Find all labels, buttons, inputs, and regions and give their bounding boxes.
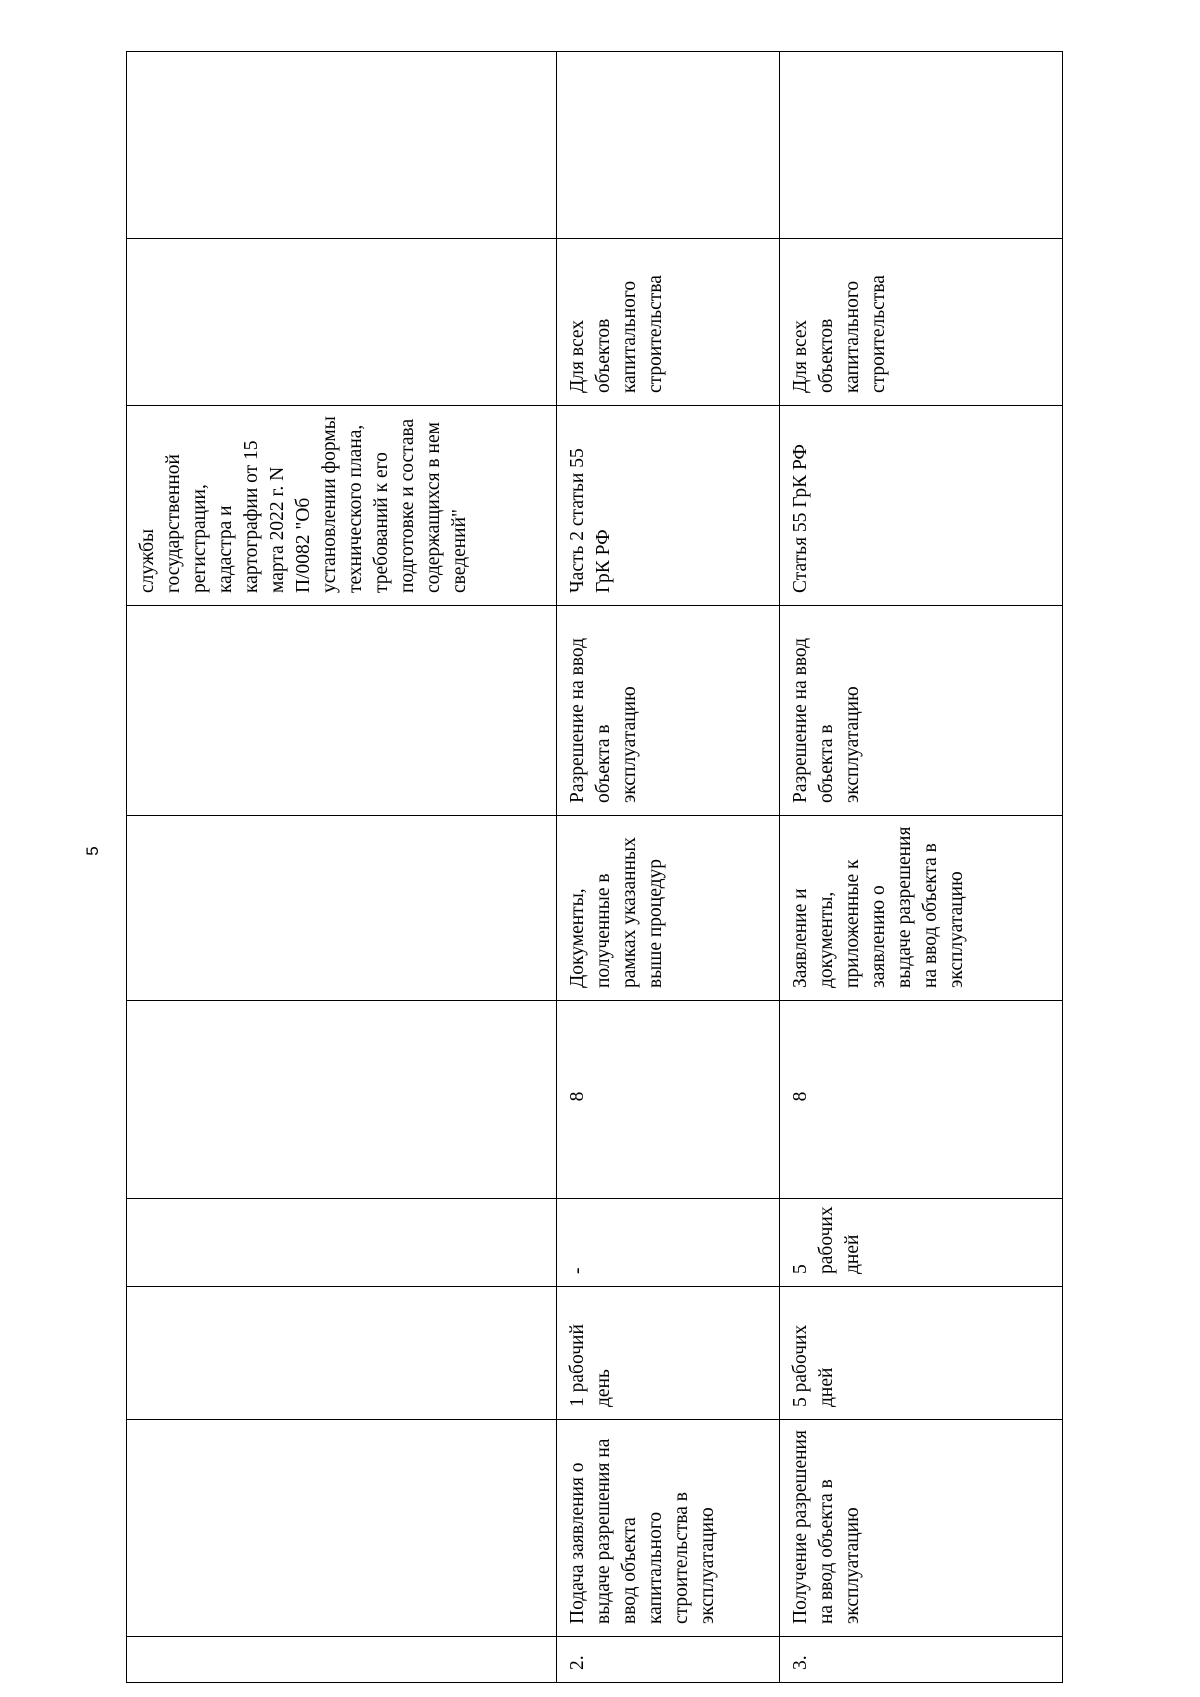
table-row [780, 52, 1063, 1683]
result-cell [127, 606, 557, 816]
result-cell: Разрешение на ввод объекта в эксплуатацию [557, 606, 780, 816]
duration-alt-cell: - [557, 1199, 780, 1287]
legal-basis-cell: Часть 2 статьи 55 ГрК РФ [557, 406, 780, 606]
duration-cell: 1 рабочий день [557, 1287, 780, 1420]
legal-basis-cell: Статья 55 ГрК РФ [780, 406, 1063, 606]
scope-cell: Для всех объектов капитального строительства [780, 239, 1063, 406]
row-number: 3. [780, 1637, 1063, 1683]
procedure-cell: Получение разрешения на ввод объекта в эксплуатацию [780, 1420, 1063, 1637]
row-number [127, 1637, 557, 1683]
rotated-table-container [126, 52, 1062, 1683]
table-row [127, 52, 557, 1683]
row-number: 2. [557, 1637, 780, 1683]
documents-cell: Документы, полученные в рамках указанных выше процедур [557, 816, 780, 1001]
scope-cell [127, 239, 557, 406]
legal-basis-cell: службы государственной регистрации, кадастра и картографии от 15 марта 2022 г. N П/0082 "Об установлении формы технического плана, требований к его подготовке и состава содержащихся в нем сведений" [127, 406, 557, 606]
count-cell: 8 [780, 1001, 1063, 1199]
page-number: 5 [83, 846, 102, 856]
duration-cell: 5 рабочих дней [780, 1287, 1063, 1420]
count-cell [127, 1001, 557, 1199]
result-cell: Разрешение на ввод объекта в эксплуатацию [780, 606, 1063, 816]
notes-cell [127, 52, 557, 239]
notes-cell [557, 52, 780, 239]
documents-cell [127, 816, 557, 1001]
table-row [557, 52, 780, 1683]
documents-cell: Заявление и документы, приложенные к заявлению о выдаче разрешения на ввод объекта в эксплуатацию [780, 816, 1063, 1001]
procedure-cell: Подача заявления о выдаче разрешения на ввод объекта капитального строительства в эксплуатацию [557, 1420, 780, 1637]
count-cell: 8 [557, 1001, 780, 1199]
notes-cell [780, 52, 1063, 239]
duration-alt-cell: 5 рабочих дней [780, 1199, 1063, 1287]
scope-cell: Для всех объектов капитального строительства [557, 239, 780, 406]
duration-cell [127, 1287, 557, 1420]
procedure-cell [127, 1420, 557, 1637]
procedures-table [126, 51, 1063, 1683]
duration-alt-cell [127, 1199, 557, 1287]
